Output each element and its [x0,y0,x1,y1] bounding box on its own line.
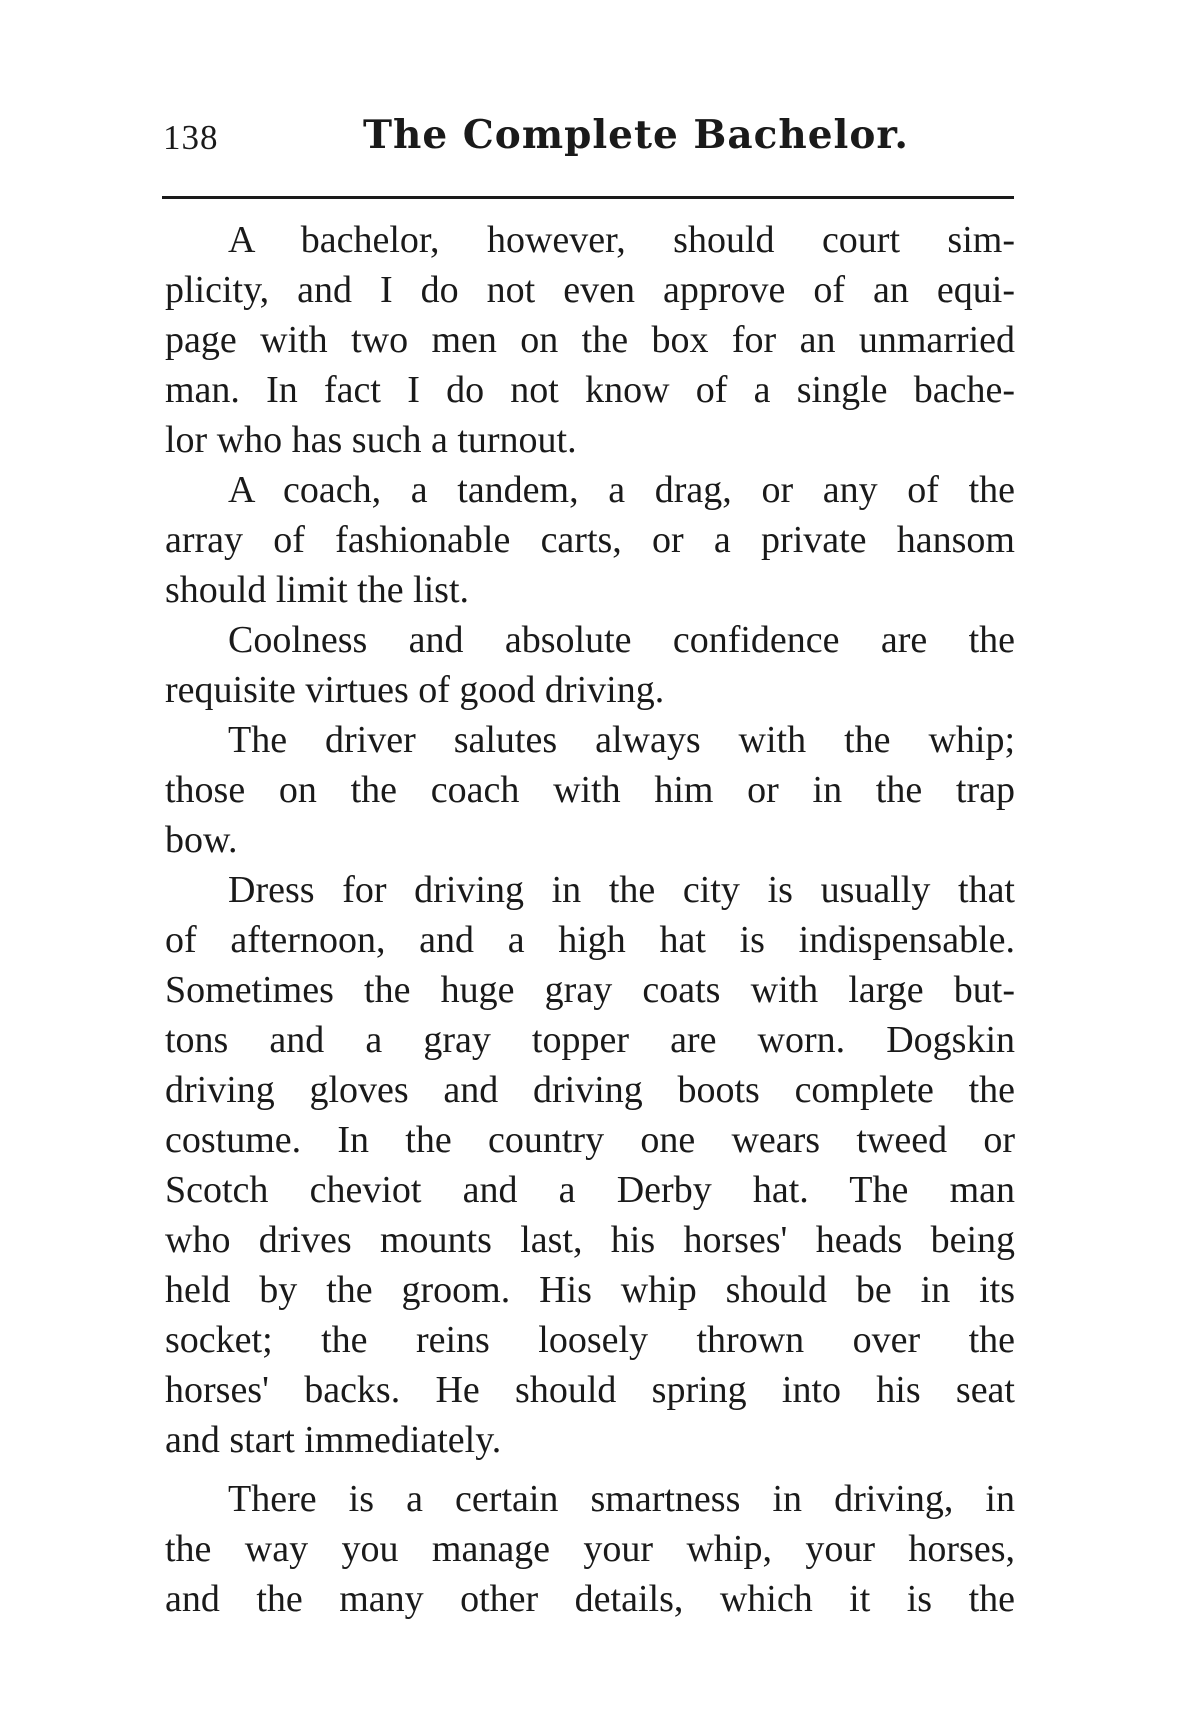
paragraph [165,865,1015,1465]
text-line: plicity, and I do not even approve of an equi- [165,269,1015,311]
paragraph [165,215,1015,465]
text-line: array of fashionable carts, or a private hansom [165,519,1015,561]
text-line: There is a certain smartness in driving, in [228,1478,1015,1520]
page-number: 138 [163,118,219,157]
text-line: requisite virtues of good driving. [165,669,665,711]
running-title: The Complete Bachelor. [363,112,909,158]
text-line: Dress for driving in the city is usually that [228,869,1015,911]
text-line: who drives mounts last, his horses' heads being [165,1219,1015,1261]
paragraph [165,1474,1015,1624]
text-line: and the many other details, which it is the [165,1578,1015,1620]
text-line: man. In fact I do not know of a single bache- [165,369,1015,411]
text-line: lor who has such a turnout. [165,419,577,461]
header-rule [162,196,1014,199]
text-line: The driver salutes always with the whip; [228,719,1015,761]
text-line: costume. In the country one wears tweed or [165,1119,1015,1161]
paragraph [165,615,1015,715]
text-line: Scotch cheviot and a Derby hat. The man [165,1169,1015,1211]
text-line: A bachelor, however, should court sim- [228,219,1015,261]
text-line: bow. [165,819,238,861]
text-line: those on the coach with him or in the trap [165,769,1015,811]
text-line: socket; the reins loosely thrown over the [165,1319,1015,1361]
text-line: Coolness and absolute confidence are the [228,619,1015,661]
body-text [165,215,1015,1624]
text-line: and start immediately. [165,1419,502,1461]
text-line: tons and a gray topper are worn. Dogskin [165,1019,1015,1061]
paragraph [165,465,1015,615]
paragraph [165,715,1015,865]
text-line: page with two men on the box for an unmarried [165,319,1015,361]
text-line: should limit the list. [165,569,470,611]
text-line: Sometimes the huge gray coats with large but- [165,969,1015,1011]
page-header [163,112,1013,172]
text-line: horses' backs. He should spring into his seat [165,1369,1015,1411]
text-line: the way you manage your whip, your horses, [165,1528,1015,1570]
text-line: of afternoon, and a high hat is indispensable. [165,919,1015,961]
text-line: driving gloves and driving boots complete the [165,1069,1015,1111]
text-line: held by the groom. His whip should be in its [165,1269,1015,1311]
text-line: A coach, a tandem, a drag, or any of the [228,469,1015,511]
